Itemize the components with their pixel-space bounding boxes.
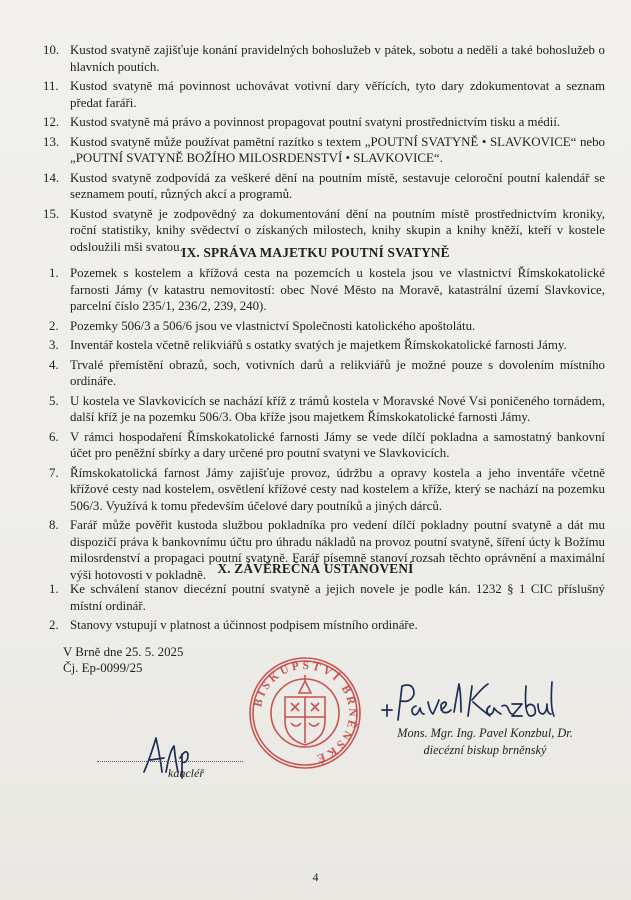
list-item-text: Římskokatolická farnost Jámy zajišťuje provoz, údržbu a opravy kostela a jeho inventáře včetně křížové cesty nad kostelem, osvětlení křížové cesty nad kostelem a kříže, který se nachází na pozemku 506/3. Využívá k tomu především účelové dary poutníků a jiných dárců. (70, 465, 605, 513)
list-item-number: 7. (49, 465, 59, 480)
list-property (0, 265, 631, 586)
bishop-block (370, 725, 600, 759)
section-ix-heading: IX. SPRÁVA MAJETKU POUTNÍ SVATYNĚ (181, 245, 450, 260)
list-item-number: 5. (49, 393, 59, 408)
list-item-number: 15. (43, 206, 60, 221)
list-item-text: Pozemek s kostelem a křížová cesta na pozemcích u kostela jsou ve vlastnictví Římskokatolické farnosti Jámy (v katastru nemovitostí: obec Nové Město na Moravě, katastrální území Slavkovice, parcelní číslo 235/1, 236/2, 239, 240). (70, 266, 605, 313)
list-item (0, 265, 631, 315)
list-item-number: 2. (49, 618, 59, 632)
list-kustod-duties (0, 42, 631, 258)
list-item-number: 14. (43, 170, 60, 185)
list-item (0, 42, 631, 75)
list-item-text: V rámci hospodaření Římskokatolické farnosti Jámy se vede dílčí pokladna a samostatný bankovní účet pro peněžní sbírky a dary určené pro poutní svatyni ve Slavkovicích. (70, 429, 605, 460)
bishop-signature (378, 676, 558, 726)
list-item-text: Kustod svatyně je zodpovědný za dokumentování dění na poutním místě prostřednictvím kroniky, roční statistiky, knihy svědectví o získaných milostech, knihy skupin a knihy kněží, kteří v kostele odsloužili mši svatou. (70, 206, 605, 254)
page-number: 4 (312, 870, 319, 884)
list-item-number: 1. (49, 266, 59, 280)
list-item (0, 617, 631, 634)
list-item-text: Kustod svatyně zodpovídá za veškeré dění na poutním místě, sestavuje celoroční poutní kalendář se seznamem poutí, různých akcí a programů. (70, 170, 605, 201)
list-item (0, 465, 631, 515)
list-item (0, 357, 631, 390)
list-item (0, 134, 631, 167)
list-item (0, 337, 631, 354)
list-item (0, 429, 631, 462)
chancellor-label: kancléř (168, 766, 204, 780)
list-item-text: Pozemky 506/3 a 506/6 jsou ve vlastnictví Společnosti katolického apoštolátu. (70, 318, 476, 333)
list-item-number: 3. (49, 338, 59, 352)
list-item-text: Kustod svatyně má povinnost uchovávat votivní dary věřících, tyto dary zdokumentovat a seznam předat faráři. (70, 79, 605, 110)
list-final-provisions (0, 581, 631, 637)
list-item-number: 8. (49, 518, 59, 532)
list-item-number: 10. (43, 43, 60, 57)
list-item-text: U kostela ve Slavkovicích se nachází kříž z trámů kostela v Moravské Nové Vsi poničeného tornádem, další kříž je na pozemku 506/3. Oba kříže jsou majetkem Římskokatolické farnosti Jámy. (70, 393, 605, 424)
list-item (0, 581, 631, 614)
list-item-number: 4. (49, 357, 59, 372)
section-x-heading: X. ZÁVĚREČNÁ USTANOVENÍ (217, 561, 414, 576)
list-item-number: 6. (49, 429, 59, 444)
list-item-text: Inventář kostela včetně relikviářů s ostatky svatých je majetkem Římskokatolické farnosti Jámy. (70, 338, 567, 352)
list-item-text: Ke schválení stanov diecézní poutní svatyně a jejich novele je podle kán. 1232 § 1 CIC příslušný místní ordinář. (70, 582, 605, 613)
list-item (0, 78, 631, 111)
chancellor-signature-line (97, 761, 243, 762)
list-item (0, 114, 631, 131)
list-item (0, 393, 631, 426)
list-item-text: Stanovy vstupují v platnost a účinnost podpisem místního ordináře. (70, 618, 418, 632)
list-item-number: 1. (49, 582, 59, 596)
bishop-title: diecézní biskup brněnský (423, 743, 547, 757)
list-item-text: Kustod svatyně může používat pamětní razítko s textem „POUTNÍ SVATYNĚ • SLAVKOVICE“ nebo „POUTNÍ SVATYNĚ BOŽÍHO MILOSRDENSTVÍ • SLAVKOVICE“. (70, 134, 605, 165)
list-item-text: Kustod svatyně zajišťuje konání pravidelných bohoslužeb v pátek, sobotu a neděli a také bohoslužeb o hlavních poutích. (70, 43, 605, 74)
list-item-text: Farář může pověřit kustoda službou pokladníka pro vedení dílčí pokladny poutní svatyně a dát mu dispozičí práva k bankovnímu účtu pro úhradu nákladů na provoz poutní svatyně, šíření úcty k Božímu milosrdenství a propagaci poutní svatyně. Farář písemně stanoví rozsah těchto oprávnění a maximální výši hotovosti v pokladně. (70, 518, 605, 582)
list-item-number: 12. (43, 115, 60, 129)
list-item-number: 2. (49, 318, 59, 333)
list-item-number: 11. (43, 79, 59, 93)
list-item-text: Trvalé přemístění obrazů, soch, votivních darů a relikviářů je možné pouze s dovolením místního ordináře. (70, 357, 605, 388)
seal-lettering: BISKUPSTVÍ BRNĚNSKÉ (252, 659, 359, 766)
reference-number: Čj. Ep-0099/25 (63, 661, 143, 675)
list-item-number: 13. (43, 134, 60, 149)
list-item-text: Kustod svatyně má právo a povinnost propagovat poutní svatyni prostřednictvím tisku a médií. (70, 115, 561, 129)
diocese-seal-stamp (247, 655, 363, 771)
list-item (0, 318, 631, 335)
place-date: V Brně dne 25. 5. 2025 (63, 645, 184, 659)
list-item (0, 170, 631, 203)
bishop-name: Mons. Mgr. Ing. Pavel Konzbul, Dr. (397, 726, 573, 740)
